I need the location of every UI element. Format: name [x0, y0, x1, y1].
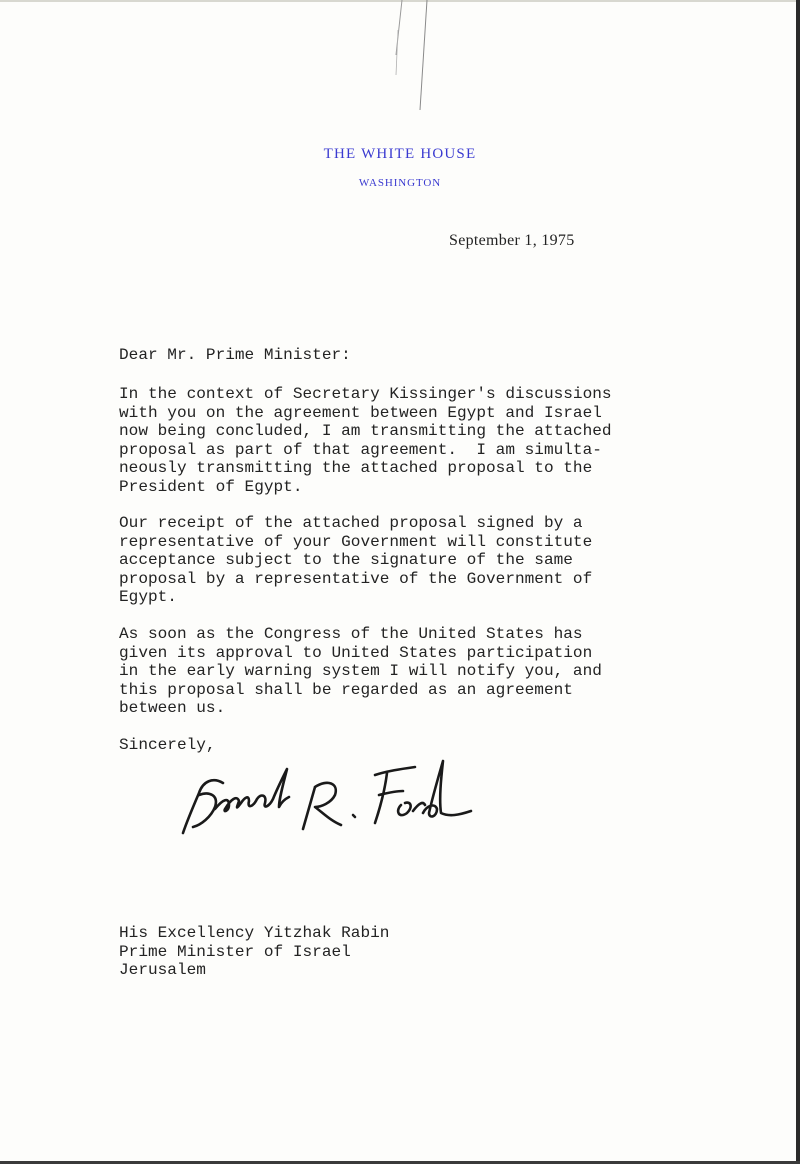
paragraph-line: proposal as part of that agreement. I am simulta- [119, 440, 602, 459]
letterhead-title: THE WHITE HOUSE [323, 146, 477, 162]
paragraph-line: in the early warning system I will notify you, and [119, 662, 602, 681]
paragraph-line: now being concluded, I am transmitting the attached [119, 422, 612, 441]
paragraph-line: with you on the agreement between Egypt and Israel [119, 403, 602, 422]
salutation: Dear Mr. Prime Minister: [119, 346, 351, 364]
paragraph-line: As soon as the Congress of the United States has [119, 625, 583, 643]
paragraph-line: President of Egypt. [119, 477, 303, 496]
paragraph-line: proposal by a representative of the Government of [119, 569, 593, 588]
addressee-title: Prime Minister of Israel [119, 942, 351, 961]
paragraph-line: given its approval to United States participation [119, 643, 593, 662]
paragraph-line: this proposal shall be regarded as an agreement [119, 680, 573, 699]
paragraph-line: In the context of Secretary Kissinger's discussions [119, 385, 612, 403]
paper-crease-mark [380, 0, 440, 130]
body-paragraph-1 [119, 385, 612, 497]
addressee-block [119, 924, 389, 980]
closing: Sincerely, [119, 736, 216, 754]
paragraph-line: between us. [119, 699, 226, 718]
body-paragraph-3 [119, 625, 602, 718]
paragraph-line: Our receipt of the attached proposal signed by a [119, 514, 583, 532]
paragraph-line: neously transmitting the attached proposal to the [119, 459, 593, 478]
page-right-edge [796, 0, 800, 1164]
body-paragraph-2 [119, 514, 592, 607]
paragraph-line: acceptance subject to the signature of the same [119, 551, 573, 570]
letterhead-location: WASHINGTON [358, 177, 442, 189]
paragraph-line: representative of your Government will constitute [119, 532, 593, 551]
addressee-name: His Excellency Yitzhak Rabin [119, 924, 390, 942]
handwritten-signature [175, 755, 480, 840]
addressee-city: Jerusalem [119, 961, 206, 980]
paragraph-line: Egypt. [119, 588, 177, 607]
letter-date: September 1, 1975 [449, 232, 575, 249]
